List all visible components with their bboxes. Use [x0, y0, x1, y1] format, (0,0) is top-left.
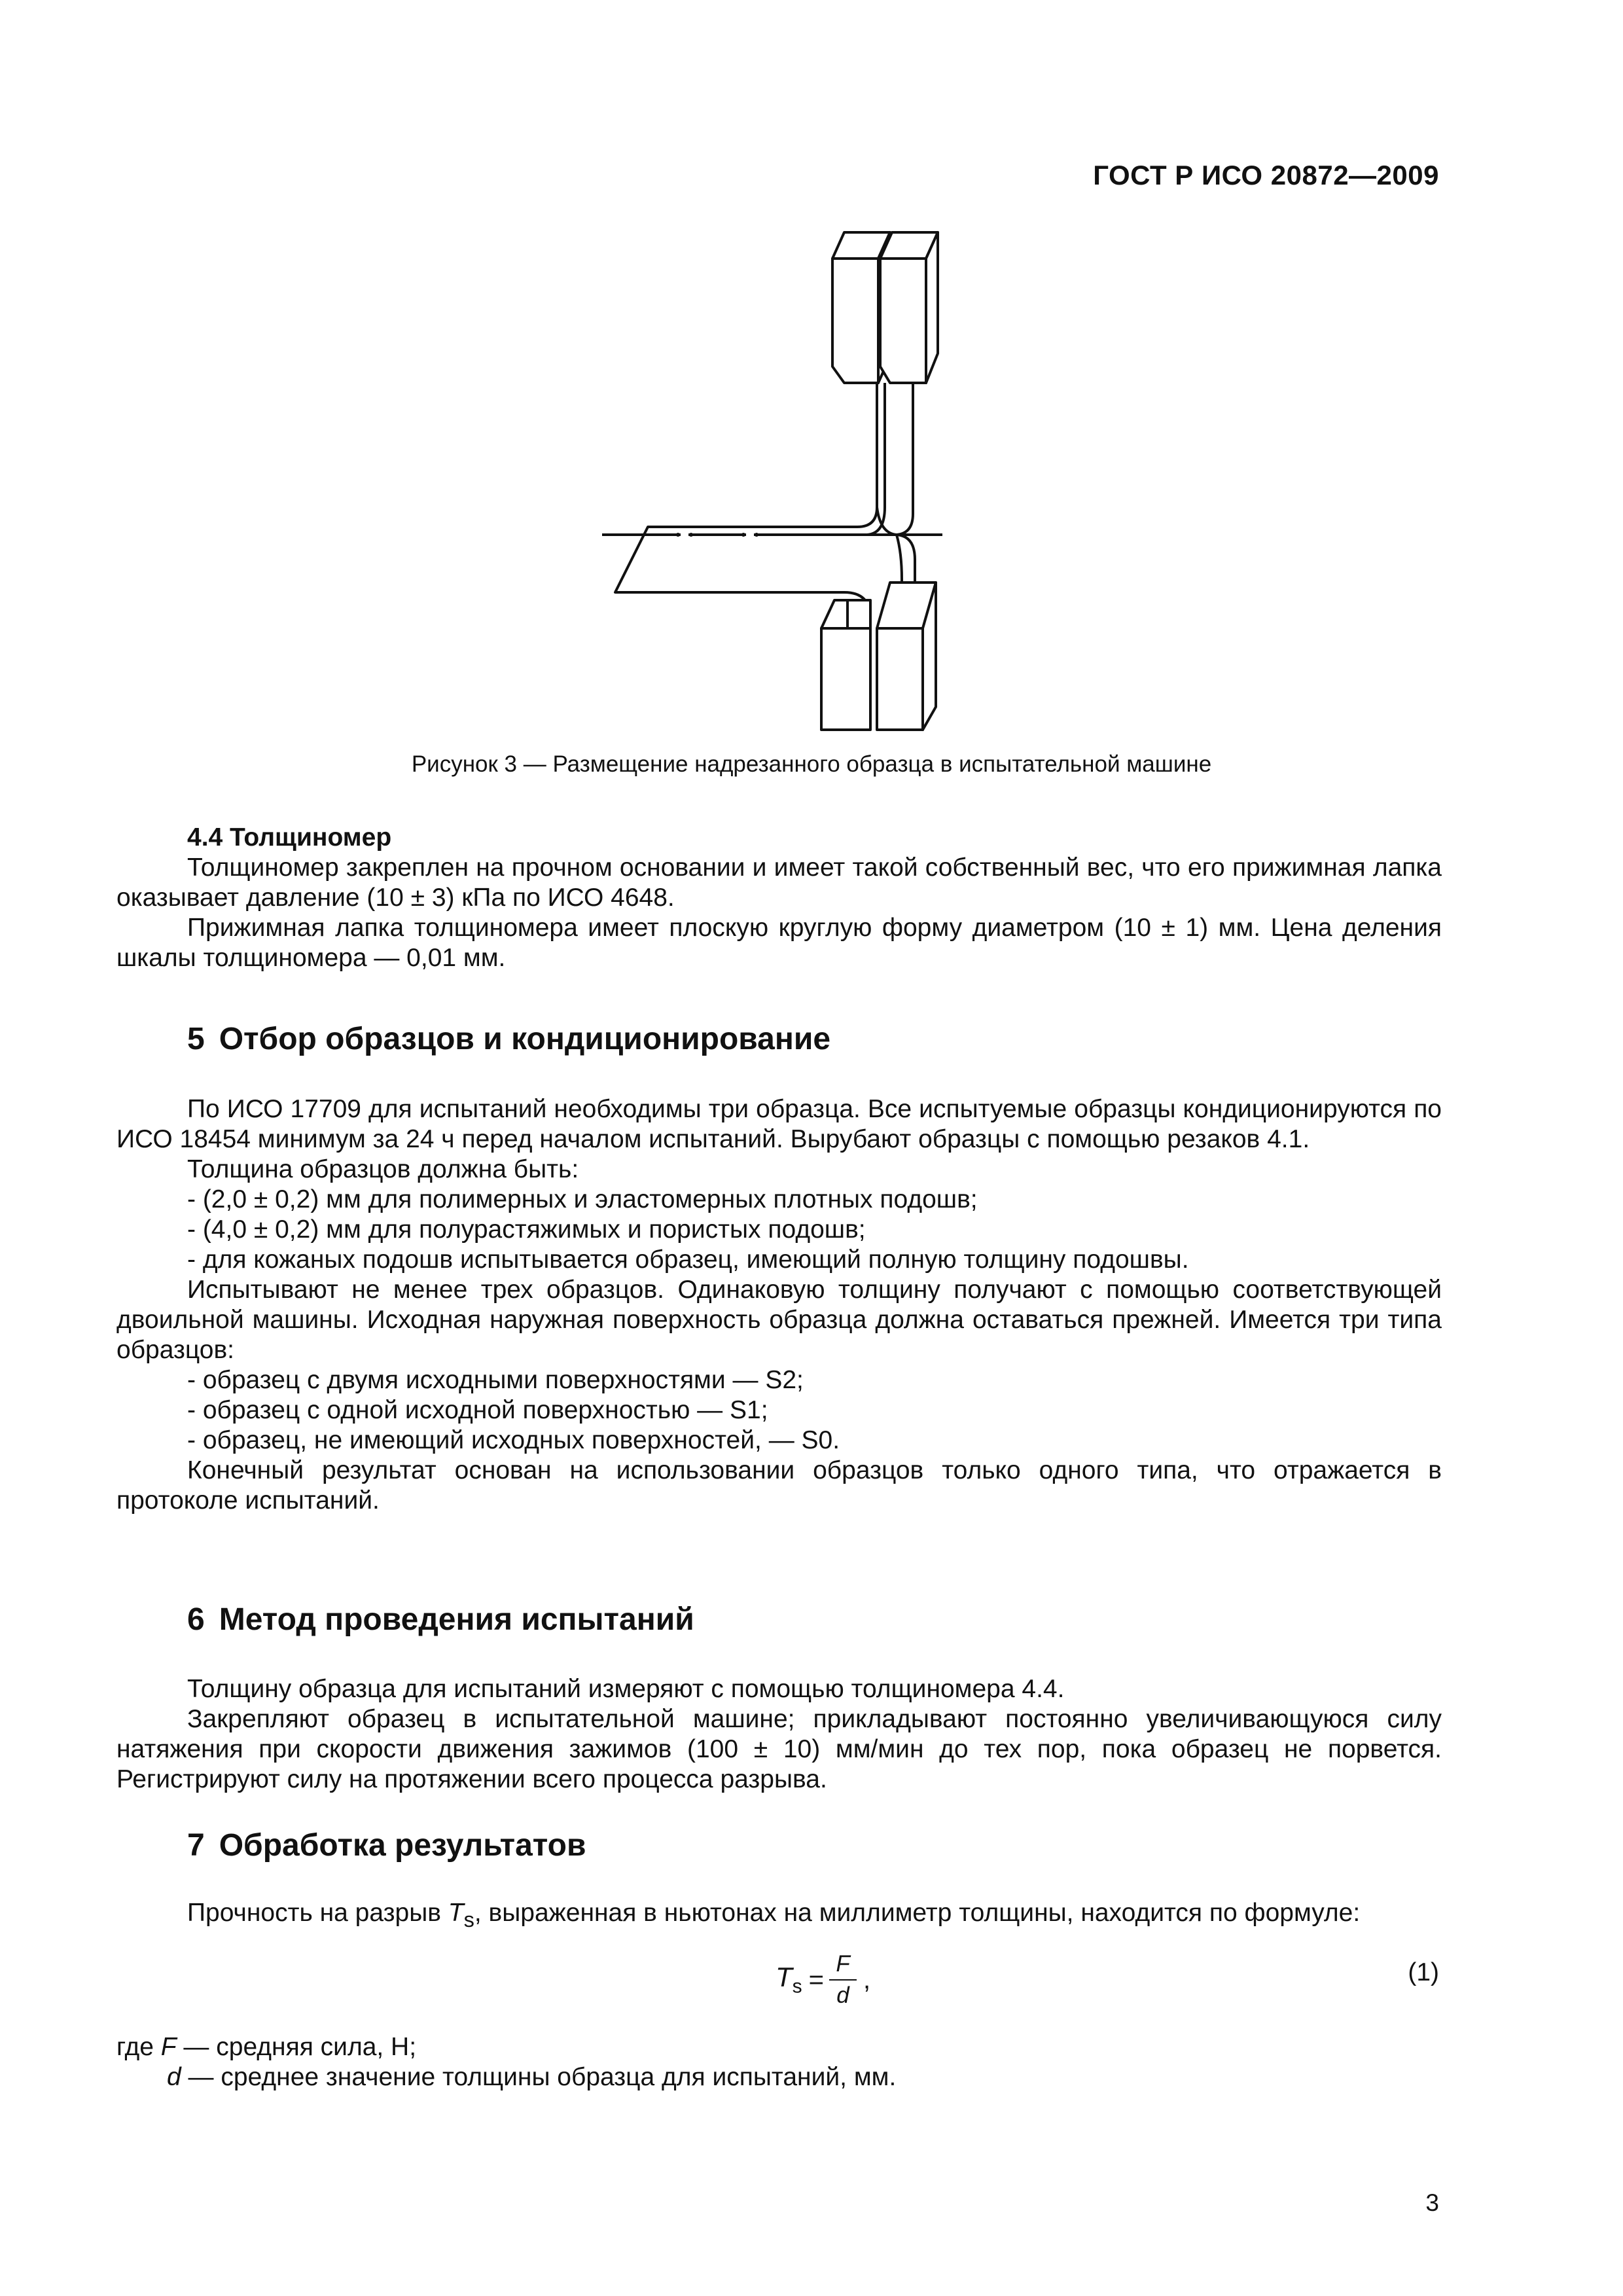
upper-right-clamp — [880, 232, 938, 383]
section-number: 5 — [187, 1022, 205, 1056]
list-item: - образец с двумя исходными поверхностями — S2; — [187, 1366, 804, 1394]
paragraph: Прижимная лапка толщиномера имеет плоскую круглую форму диаметром (10 ± 1) мм. Цена деления шкалы толщиномера — 0,01 мм. — [116, 914, 1442, 972]
page-number: 3 — [1425, 2189, 1439, 2216]
paragraph: Толщина образцов должна быть: — [187, 1155, 579, 1183]
section-heading — [187, 1021, 830, 1058]
legend-item: d — среднее значение толщины образца для испытаний, мм. — [167, 2063, 897, 2091]
section-heading — [187, 1827, 586, 1864]
formula-comma: , — [863, 1965, 871, 1994]
list-item: - для кожаных подошв испытывается образец, имеющий полную толщину подошвы. — [187, 1246, 1189, 1274]
legend-item: где F — средняя сила, Н; — [116, 2033, 417, 2061]
lower-left-clamp — [821, 600, 870, 730]
paragraph: Толщиномер закреплен на прочном основании и имеет такой собственный вес, что его прижимная лапка оказывает давление (10 ± 3) кПа по ИСО 4648. — [116, 853, 1442, 912]
section-title: Метод проведения испытаний — [219, 1602, 694, 1637]
formula-number: (1) — [1408, 1958, 1439, 1986]
paragraph: По ИСО 17709 для испытаний необходимы три образца. Все испытуемые образцы кондиционируются по ИСО 18454 минимум за 24 ч перед началом испытаний. Вырубают образцы с помощью резаков 4.1. — [116, 1095, 1442, 1153]
numerator: F — [836, 1951, 850, 1977]
paragraph: Конечный результат основан на использовании образцов только одного типа, что отражается в протоколе испытаний. — [116, 1456, 1442, 1515]
list-item: - образец, не имеющий исходных поверхностей, — S0. — [187, 1426, 840, 1454]
formula-expression — [776, 1944, 870, 2016]
paragraph: Толщину образца для испытаний измеряют с помощью толщиномера 4.4. — [187, 1675, 1065, 1703]
section-title: Обработка результатов — [219, 1828, 586, 1863]
denominator: d — [836, 1982, 849, 2008]
document-header: ГОСТ Р ИСО 20872—2009 — [1093, 160, 1439, 190]
section-number: 7 — [187, 1828, 205, 1863]
fraction-bar — [829, 1979, 857, 1981]
section-heading: 4.4 Толщиномер — [187, 823, 392, 852]
formula-legend — [116, 2032, 1442, 2092]
equals-sign: = — [808, 1965, 825, 1994]
formula-1 — [0, 1944, 1623, 2016]
list-item: - образец с одной исходной поверхностью — S1; — [187, 1396, 768, 1424]
formula-lhs: $T_s$ — [776, 1962, 802, 1998]
specimen-clamp-figure — [589, 226, 955, 743]
section-title: Отбор образцов и кондиционирование — [219, 1022, 831, 1056]
paragraph: Прочность на разрыв $T_s$, выраженная в ньютонах на миллиметр толщины, находится по формуле: — [187, 1899, 1361, 1931]
list-item: - (2,0 ± 0,2) мм для полимерных и эластомерных плотных подошв; — [187, 1185, 978, 1213]
section-4-4 — [116, 823, 1442, 973]
list-item: - (4,0 ± 0,2) мм для полурастяжимых и пористых подошв; — [187, 1215, 866, 1244]
section-7-intro — [116, 1898, 1442, 1935]
figure-caption: Рисунок 3 — Размещение надрезанного образца в испытательной машине — [411, 751, 1212, 777]
lower-right-clamp — [877, 583, 936, 730]
paragraph: Закрепляют образец в испытательной машине; прикладывают постоянно увеличивающуюся силу натяжения при скорости движения зажимов (100 ± 10) мм/мин до тех пор, пока образец не порвется. Регистрируют силу на протяжении всего процесса разрыва. — [116, 1705, 1442, 1793]
section-heading — [187, 1602, 694, 1638]
section-number: 6 — [187, 1602, 205, 1637]
paragraph: Испытывают не менее трех образцов. Одинаковую толщину получают с помощью соответствующей двоильной машины. Исходная наружная поверхность образца должна оставаться прежней. Имеется три типа образцов: — [116, 1276, 1442, 1364]
section-6-body — [116, 1674, 1442, 1795]
section-5-body — [116, 1094, 1442, 1516]
fraction — [829, 1951, 857, 2009]
